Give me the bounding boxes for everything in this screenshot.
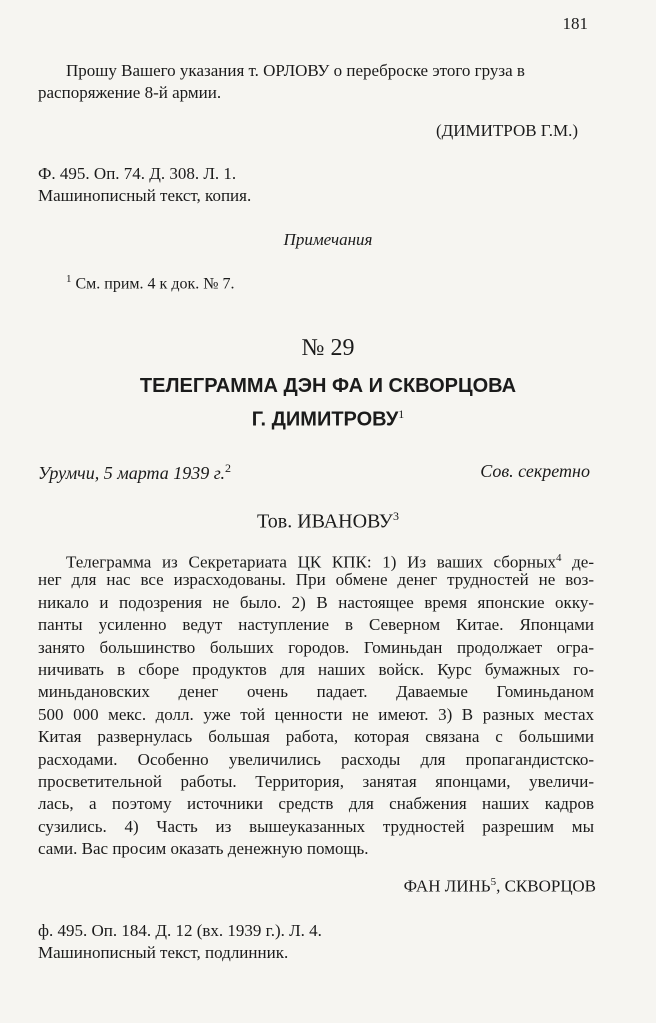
- title-line-1: ТЕЛЕГРАММА ДЭН ФА И СКВОРЦОВА: [139, 375, 517, 397]
- body-line: сузились. 4) Часть из вышеуказанных трудностей разрешим мы: [38, 816, 594, 836]
- body-line: ничивать в сборе продуктов для наших войск. Курс бумажных го-: [38, 659, 594, 679]
- request-line-1: Прошу Вашего указания т. ОРЛОВУ о переброске этого груза в: [66, 61, 525, 80]
- body-line: сами. Вас просим оказать денежную помощь.: [38, 839, 369, 859]
- document-number: № 29: [301, 335, 355, 361]
- body-line: Китая развернулась большая работа, которая связана с большими: [38, 727, 594, 747]
- body-line: миньдановских денег очень падает. Даваемые Гоминьданом: [38, 682, 594, 702]
- previous-signature: (ДИМИТРОВ Г.М.): [435, 121, 578, 140]
- addressee-text: Тов. ИВАНОВУ: [257, 510, 393, 533]
- archive-document-type: Машинописный текст, подлинник.: [38, 943, 289, 962]
- notes-heading: Примечания: [283, 230, 373, 249]
- body-line: лась, а поэтому источники средств для снабжения наших кадров: [38, 794, 594, 814]
- body-line: [38, 547, 594, 572]
- body-line: просветительной работы. Территория, занятая японцами, увеличи-: [38, 771, 594, 791]
- footnote-mark: 1: [66, 273, 72, 285]
- body-line: расходами. Особенно увеличились расходы для пропагандистско-: [38, 749, 594, 769]
- body-line: панты усиленно ведут наступление в Северном Китае. Японцами: [38, 615, 594, 635]
- page-number: 181: [562, 14, 588, 33]
- telegram-body: [38, 547, 594, 860]
- body-line-1b: де-: [561, 552, 594, 572]
- previous-archive-reference: Ф. 495. Оп. 74. Д. 308. Л. 1.: [38, 164, 237, 183]
- body-line: никало и подозрения не было. 2) В настоящее время японские окку-: [38, 592, 594, 612]
- title-line-2: [0, 400, 656, 434]
- archive-reference: ф. 495. Оп. 184. Д. 12 (вх. 1939 г.). Л. 4.: [38, 921, 322, 940]
- title-line-2-text: Г. ДИМИТРОВУ: [251, 408, 399, 431]
- footnote: [66, 273, 235, 293]
- signature: [404, 876, 596, 897]
- request-line-2: распоряжение 8-й армии.: [38, 83, 222, 102]
- addressee: [0, 509, 656, 534]
- footnote-text: См. прим. 4 к док. № 7.: [71, 275, 235, 293]
- place-and-date: [38, 461, 231, 484]
- signature-name-2: , СКВОРЦОВ: [496, 876, 596, 896]
- signature-footnote-mark: 5: [490, 876, 497, 888]
- document-title: [0, 372, 656, 434]
- signature-name-1: ФАН ЛИНЬ: [403, 876, 491, 896]
- title-footnote-mark: 1: [398, 407, 405, 421]
- body-line: 500 000 мекс. долл. уже той ценности не имеют. 3) В разных местах: [38, 704, 594, 724]
- body-line-1a: Телеграмма из Секретариата ЦК КПК: 1) Из ваших сборных: [66, 552, 556, 572]
- body-footnote-mark: 4: [555, 552, 562, 564]
- addressee-mark: 3: [392, 509, 399, 523]
- previous-archive-type: Машинописный текст, копия.: [38, 186, 252, 205]
- body-line: нег для нас все израсходованы. При обмене денег трудностей не воз-: [38, 570, 594, 590]
- place-date-mark: 2: [225, 461, 232, 475]
- place-date-text: Урумчи, 5 марта 1939 г.: [38, 463, 226, 483]
- classification-label: Сов. секретно: [480, 461, 590, 481]
- body-line: занято большинство больших городов. Гоминьдан продолжает огра-: [38, 637, 594, 657]
